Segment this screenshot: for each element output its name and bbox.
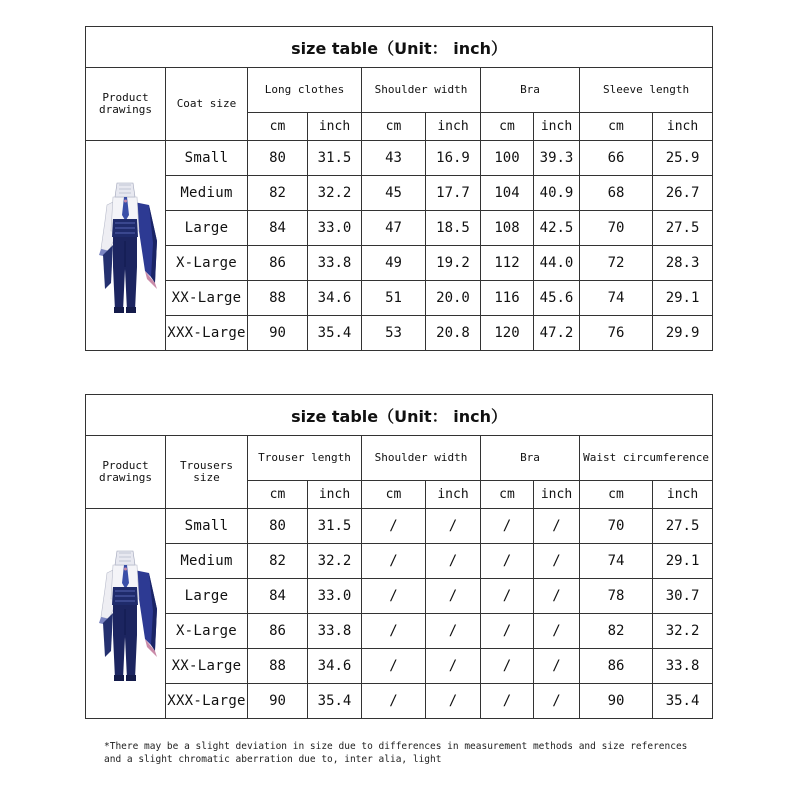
table-cell: 53 bbox=[362, 316, 426, 351]
table-cell: 68 bbox=[580, 176, 653, 211]
costume-illustration-icon bbox=[91, 171, 161, 321]
table-cell: 29.1 bbox=[653, 544, 713, 579]
table-title: size table（Unit： inch） bbox=[86, 395, 713, 436]
table-cell: 86 bbox=[248, 246, 308, 281]
table-cell: 66 bbox=[580, 141, 653, 176]
table-cell: 80 bbox=[248, 509, 308, 544]
table-cell: 44.0 bbox=[534, 246, 580, 281]
unit-header: cm bbox=[481, 481, 534, 509]
table-cell: 34.6 bbox=[308, 281, 362, 316]
table-cell: 112 bbox=[481, 246, 534, 281]
size-label: Large bbox=[166, 579, 248, 614]
table-cell: 33.8 bbox=[653, 649, 713, 684]
table-cell: 33.8 bbox=[308, 246, 362, 281]
table-cell: 29.9 bbox=[653, 316, 713, 351]
table-cell: 90 bbox=[248, 684, 308, 719]
table-row bbox=[86, 176, 713, 211]
table-cell: / bbox=[362, 544, 426, 579]
table-cell: / bbox=[534, 684, 580, 719]
table-row bbox=[86, 544, 713, 579]
costume-illustration-icon bbox=[91, 539, 161, 689]
table-row bbox=[86, 141, 713, 176]
table-cell: 82 bbox=[248, 544, 308, 579]
table-cell: / bbox=[534, 649, 580, 684]
measure-header: Waist circumference bbox=[580, 436, 713, 481]
table-cell: 39.3 bbox=[534, 141, 580, 176]
table-cell: 40.9 bbox=[534, 176, 580, 211]
table-row bbox=[86, 281, 713, 316]
table-cell: 32.2 bbox=[308, 544, 362, 579]
table-cell: / bbox=[534, 509, 580, 544]
measure-header: Bra bbox=[481, 436, 580, 481]
table-cell: 45 bbox=[362, 176, 426, 211]
table-cell: 108 bbox=[481, 211, 534, 246]
table-cell: 20.8 bbox=[426, 316, 481, 351]
table-cell: 78 bbox=[580, 579, 653, 614]
unit-header: cm bbox=[362, 113, 426, 141]
unit-header: inch bbox=[534, 113, 580, 141]
table-cell: 80 bbox=[248, 141, 308, 176]
table-cell: 84 bbox=[248, 579, 308, 614]
measure-header: Sleeve length bbox=[580, 68, 713, 113]
table-cell: 31.5 bbox=[308, 141, 362, 176]
table-cell: 90 bbox=[580, 684, 653, 719]
table-cell: 29.1 bbox=[653, 281, 713, 316]
table-cell: / bbox=[426, 509, 481, 544]
table-cell: 34.6 bbox=[308, 649, 362, 684]
table-row bbox=[86, 211, 713, 246]
size-label: Large bbox=[166, 211, 248, 246]
measure-header: Shoulder width bbox=[362, 68, 481, 113]
size-label: X-Large bbox=[166, 614, 248, 649]
table-cell: 16.9 bbox=[426, 141, 481, 176]
table-cell: 82 bbox=[248, 176, 308, 211]
size-label: Medium bbox=[166, 544, 248, 579]
table-cell: 43 bbox=[362, 141, 426, 176]
table-cell: / bbox=[534, 544, 580, 579]
product-image bbox=[86, 509, 166, 719]
table-cell: 104 bbox=[481, 176, 534, 211]
table-cell: 33.0 bbox=[308, 579, 362, 614]
table-row bbox=[86, 246, 713, 281]
table-row bbox=[86, 579, 713, 614]
table-cell: / bbox=[481, 579, 534, 614]
measure-header: Trouser length bbox=[248, 436, 362, 481]
measure-header: Long clothes bbox=[248, 68, 362, 113]
unit-header: cm bbox=[248, 113, 308, 141]
table-cell: 17.7 bbox=[426, 176, 481, 211]
table-cell: 86 bbox=[248, 614, 308, 649]
table-cell: 18.5 bbox=[426, 211, 481, 246]
measure-header: Shoulder width bbox=[362, 436, 481, 481]
table-row bbox=[86, 509, 713, 544]
measure-header: Bra bbox=[481, 68, 580, 113]
unit-header: cm bbox=[481, 113, 534, 141]
size-label: Small bbox=[166, 141, 248, 176]
table-cell: / bbox=[481, 684, 534, 719]
size-label: XXX-Large bbox=[166, 684, 248, 719]
size-label: Medium bbox=[166, 176, 248, 211]
table-cell: 33.8 bbox=[308, 614, 362, 649]
table-row bbox=[86, 614, 713, 649]
table-cell: 28.3 bbox=[653, 246, 713, 281]
unit-header: inch bbox=[653, 113, 713, 141]
table-cell: 74 bbox=[580, 281, 653, 316]
table-row bbox=[86, 684, 713, 719]
table-cell: / bbox=[534, 579, 580, 614]
table-cell: 72 bbox=[580, 246, 653, 281]
table-cell: 120 bbox=[481, 316, 534, 351]
table-cell: 27.5 bbox=[653, 211, 713, 246]
unit-header: inch bbox=[308, 113, 362, 141]
table-cell: 32.2 bbox=[308, 176, 362, 211]
table-cell: 25.9 bbox=[653, 141, 713, 176]
table-cell: 47 bbox=[362, 211, 426, 246]
table-cell: / bbox=[481, 614, 534, 649]
table-cell: 31.5 bbox=[308, 509, 362, 544]
table-cell: / bbox=[362, 579, 426, 614]
table-cell: / bbox=[362, 509, 426, 544]
table-title: size table（Unit： inch） bbox=[86, 27, 713, 68]
table-row bbox=[86, 316, 713, 351]
table-cell: 70 bbox=[580, 211, 653, 246]
table-cell: 26.7 bbox=[653, 176, 713, 211]
table-cell: / bbox=[481, 509, 534, 544]
size-column-header: Coat size bbox=[166, 68, 248, 141]
table-cell: 74 bbox=[580, 544, 653, 579]
table-cell: / bbox=[426, 614, 481, 649]
table-cell: 82 bbox=[580, 614, 653, 649]
table-cell: / bbox=[426, 579, 481, 614]
size-label: XX-Large bbox=[166, 281, 248, 316]
table-cell: / bbox=[534, 614, 580, 649]
table-cell: 51 bbox=[362, 281, 426, 316]
table-cell: / bbox=[426, 649, 481, 684]
table-cell: / bbox=[362, 614, 426, 649]
table-cell: 42.5 bbox=[534, 211, 580, 246]
unit-header: cm bbox=[362, 481, 426, 509]
size-label: X-Large bbox=[166, 246, 248, 281]
table-cell: 84 bbox=[248, 211, 308, 246]
table-cell: 35.4 bbox=[308, 684, 362, 719]
size-label: XXX-Large bbox=[166, 316, 248, 351]
unit-header: inch bbox=[426, 481, 481, 509]
unit-header: inch bbox=[653, 481, 713, 509]
table-cell: / bbox=[362, 649, 426, 684]
table-row bbox=[86, 649, 713, 684]
table-cell: 19.2 bbox=[426, 246, 481, 281]
product-image bbox=[86, 141, 166, 351]
table-cell: / bbox=[481, 649, 534, 684]
table-cell: 47.2 bbox=[534, 316, 580, 351]
table-cell: / bbox=[426, 544, 481, 579]
product-drawings-header: Product drawings bbox=[86, 68, 166, 141]
unit-header: cm bbox=[580, 113, 653, 141]
unit-header: inch bbox=[534, 481, 580, 509]
table-cell: 33.0 bbox=[308, 211, 362, 246]
table-cell: 35.4 bbox=[653, 684, 713, 719]
size-column-header: Trousers size bbox=[166, 436, 248, 509]
table-cell: 30.7 bbox=[653, 579, 713, 614]
table-cell: 70 bbox=[580, 509, 653, 544]
table-cell: 45.6 bbox=[534, 281, 580, 316]
table-cell: 32.2 bbox=[653, 614, 713, 649]
table-cell: / bbox=[362, 684, 426, 719]
trousers-size-table bbox=[85, 394, 713, 719]
table-cell: 76 bbox=[580, 316, 653, 351]
table-cell: 88 bbox=[248, 649, 308, 684]
coat-size-table bbox=[85, 26, 713, 351]
table-cell: 49 bbox=[362, 246, 426, 281]
unit-header: cm bbox=[580, 481, 653, 509]
table-cell: 86 bbox=[580, 649, 653, 684]
table-cell: / bbox=[426, 684, 481, 719]
unit-header: inch bbox=[426, 113, 481, 141]
table-cell: / bbox=[481, 544, 534, 579]
table-cell: 116 bbox=[481, 281, 534, 316]
size-label: XX-Large bbox=[166, 649, 248, 684]
unit-header: inch bbox=[308, 481, 362, 509]
table-cell: 20.0 bbox=[426, 281, 481, 316]
table-cell: 27.5 bbox=[653, 509, 713, 544]
footnote: *There may be a slight deviation in size due to differences in measurement methods and size references and a slight chromatic aberration due to, inter alia, light bbox=[104, 741, 688, 765]
table-cell: 35.4 bbox=[308, 316, 362, 351]
table-cell: 100 bbox=[481, 141, 534, 176]
table-cell: 90 bbox=[248, 316, 308, 351]
size-label: Small bbox=[166, 509, 248, 544]
product-drawings-header: Product drawings bbox=[86, 436, 166, 509]
unit-header: cm bbox=[248, 481, 308, 509]
table-cell: 88 bbox=[248, 281, 308, 316]
